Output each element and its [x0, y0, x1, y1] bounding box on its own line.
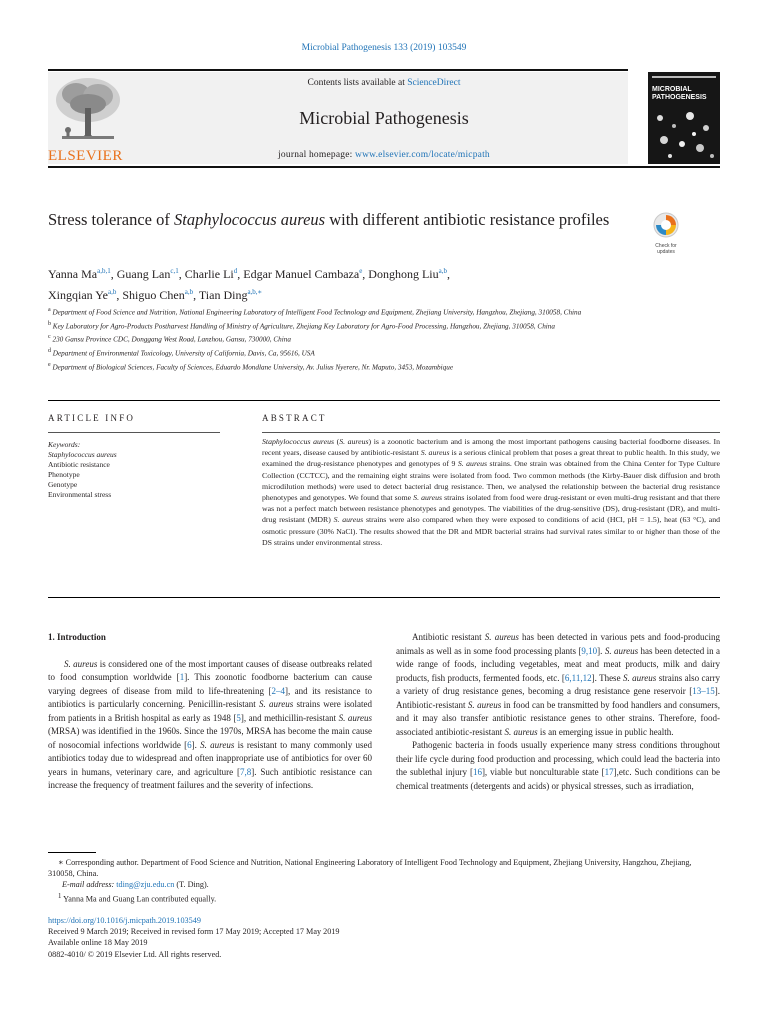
article-info-rule: [48, 432, 220, 433]
keywords-label: Keywords:: [48, 440, 81, 449]
keyword: Staphylococcus aureus: [48, 450, 117, 459]
available-online: Available online 18 May 2019: [48, 938, 148, 948]
doi-link[interactable]: https://doi.org/10.1016/j.micpath.2019.103549: [48, 916, 201, 925]
reference-link[interactable]: 1: [179, 672, 185, 682]
intro-left-column: [48, 631, 372, 793]
reference-link[interactable]: 7,8: [240, 766, 252, 777]
check-updates-icon: [653, 212, 679, 238]
author[interactable]: Yanna Ma$^{a,b,1}$,: [48, 267, 117, 281]
intro-paragraph: Pathogenic bacteria in foods usually experience many stress conditions throughout their life cycle during food production and processing, which could lead the bacteria into the sublethal injury [16], viable but nonculturable state [17],etc. Such conditions can be chemical treatments (detergents and acids) or physical stresses, such as irradiation,: [396, 740, 720, 791]
article-info-heading: ARTICLE INFO: [48, 413, 136, 423]
reference-link[interactable]: 13–15: [692, 686, 715, 696]
section-top-rule: [48, 400, 720, 401]
intro-heading: 1. Introduction: [48, 632, 106, 642]
journal-citation[interactable]: [0, 43, 768, 53]
equal-contribution-note: $^1$ Yanna Ma and Guang Lan contributed equally.: [58, 892, 217, 904]
intro-right-column: [396, 631, 720, 793]
check-for-updates-badge[interactable]: [646, 212, 686, 256]
cover-header-bar: [652, 76, 716, 78]
keyword: Phenotype: [48, 470, 80, 479]
masthead-bottom-rule: [48, 166, 720, 168]
footnote-rule: [48, 852, 96, 853]
affiliation: $^b$ Key Laboratory for Agro-Products Postharvest Handling of Ministry of Agriculture, Zhejiang Key Laboratory for Agro-Food Processing, Hangzhou, Zhejiang, 310058, China: [48, 320, 555, 331]
author[interactable]: Tian Ding$^{a,b,∗}$: [198, 288, 263, 302]
homepage-link[interactable]: www.elsevier.com/locate/micpath: [355, 150, 490, 160]
abstract-text: Staphylococcus aureus (S. aureus) is a zoonotic bacterium and is among the most important pathogens causing bacterial foodborne diseases. In recent years, disease caused by antibiotic-resistant S. aureus is a serious clinical problem that poses a great threat to public health. In this study, we examined the drug-resistance phenotypes and genotypes of 9 S. aureus strains. One strain was obtained from the China Center for Type Culture Collection (CCTCC), and the remaining eight strains were isolated from food. Two common methods (the Kirby-Bauer disk diffusion and broth microdilution methods) were used to detect bacterial drug resistance. Then, we analysed the relationship between the bacterial drug resistance phenotypes and genotypes. We found that some S. aureus strains isolated from food were drug-resistant or even multi-drug resistant and that there was not a perfect match between resistance phenotypes and genotypes. The viabilities of the drug-sensitive (DS), drug-resistant (DR), and multi-drug resistant (MDR) S. aureus strains were also compared when they were exposed to conditions of acid (HCl, pH = 1.5), heat (63 °C), and osmotic pressure (30% NaCl). The results showed that the DR and MDR bacterial strains had survival rates similar to or higher than those of the DS strains under environmental stress.: [262, 437, 721, 547]
reference-link[interactable]: 6: [187, 739, 192, 750]
affiliation: $^a$ Department of Food Science and Nutrition, National Engineering Laboratory of Intelligent Food Technology and Equipment, Zhejiang University, Hangzhou, Zhejiang, 310058, China: [48, 307, 582, 317]
keyword: Antibiotic resistance: [48, 460, 110, 469]
reference-link[interactable]: 5: [236, 712, 241, 723]
title-species: Staphylococcus aureus: [174, 210, 326, 229]
masthead-top-rule: [48, 69, 628, 71]
copyright: 0882-4010/ © 2019 Elsevier Ltd. All rights reserved.: [48, 949, 222, 959]
sciencedirect-link[interactable]: ScienceDirect: [407, 78, 461, 88]
keywords-block: [48, 440, 228, 500]
journal-homepage: journal homepage: www.elsevier.com/locate/micpath: [278, 150, 490, 160]
reference-link[interactable]: 2–4: [271, 685, 285, 696]
reference-link[interactable]: 16: [472, 767, 482, 777]
abstract-rule: [262, 432, 720, 433]
corresponding-author-note: ∗ Corresponding author. Department of Food Science and Nutrition, National Engineering Laboratory of Intelligent Food Technology and Equipment, Zhejiang University, Hangzhou, Zhejiang, 310058, China.: [48, 858, 692, 879]
author-list: [48, 262, 638, 304]
email-link[interactable]: tding@zju.edu.cn: [116, 880, 175, 890]
reference-link[interactable]: 17: [604, 767, 614, 777]
abstract-heading: ABSTRACT: [262, 413, 327, 423]
author[interactable]: Guang Lan$^{c,1}$,: [116, 267, 185, 281]
cover-title: MICROBIAL PATHOGENESIS: [652, 86, 707, 101]
intro-paragraph: S. aureus is considered one of the most important causes of disease outbreaks related to food consumption worldwide [1]. This zoonotic foodborne bacterium can cause varying degrees of disease from mild to life-threatening [2–4], and its resistance to antibiotics is particularly concerning. Penicillin-resistant S. aureus strains were isolated from patients in a British hospital as early as 1948 [5], and methicillin-resistant S. aureus (MRSA) was identified in the 1960s. Since the 1970s, MRSA has become the main cause of nosocomial infections worldwide [6]. S. aureus is resistant to many commonly used antibiotics today due to widespread and often inappropriate use of antibiotics for over 60 years in humans, veterinary care, and agriculture [7,8]. Such antibiotic resistance can increase the frequency of treatment failures and the severity of infections.: [48, 658, 373, 790]
received-dates: Received 9 March 2019; Received in revised form 17 May 2019; Accepted 17 May 2019: [48, 927, 340, 937]
cover-microbe-image: [650, 108, 718, 162]
article-title: Stress tolerance of Staphylococcus aureus with different antibiotic resistance profiles: [48, 210, 610, 229]
journal-title: Microbial Pathogenesis: [299, 108, 469, 128]
affiliation: $^c$ 230 Gansu Province CDC, Donggang West Road, Lanzhou, Gansu, 730000, China: [48, 334, 291, 344]
author[interactable]: Shiguo Chen$^{a,b}$,: [122, 288, 199, 302]
publication-info: [48, 915, 448, 960]
affiliation: $^d$ Department of Environmental Toxicology, University of California, Davis, Ca, 95616, USA: [48, 348, 315, 358]
affiliations: [48, 305, 638, 373]
abstract-bottom-rule: [48, 597, 720, 598]
journal-cover-thumbnail[interactable]: [648, 72, 720, 164]
author[interactable]: Donghong Liu$^{a,b}$,: [368, 267, 450, 281]
check-updates-label: Check for updates: [655, 243, 677, 255]
author[interactable]: Xingqian Ye$^{a,b}$,: [48, 288, 123, 302]
reference-link[interactable]: 6,11,12: [564, 672, 592, 683]
citation-link[interactable]: Microbial Pathogenesis 133 (2019) 103549: [301, 43, 467, 53]
keyword: Environmental stress: [48, 490, 112, 499]
author[interactable]: Edgar Manuel Cambaza$^e$,: [243, 267, 369, 281]
reference-link[interactable]: 9,10: [581, 645, 598, 656]
publisher-wordmark[interactable]: ELSEVIER: [48, 148, 123, 164]
author[interactable]: Charlie Li$^d$,: [184, 267, 244, 281]
keyword: Genotype: [48, 480, 78, 489]
email-note: E-mail address: tding@zju.edu.cn (T. Ding).: [62, 880, 209, 890]
footnotes: [48, 857, 720, 905]
contents-lists: Contents lists available at ScienceDirect: [307, 78, 461, 88]
affiliation: $^e$ Department of Biological Sciences, Faculty of Sciences, Eduardo Mondlane University, Av. Julius Nyerere, Nr. Maputo, 3453, Mozambique: [48, 361, 454, 372]
intro-paragraph: Antibiotic resistant S. aureus has been detected in various pets and food-producing animals as well as in some food processing plants [9,10]. S. aureus has been detected in a wide range of foods, including vegetables, meat and meat products, milk and dairy products, fish products, fermented foods, etc. [6,11,12]. These S. aureus strains also carry a variety of drug resistance genes, becoming a drug resistance gene reservoir [13–15]. Antibiotic-resistant S. aureus in food can be transmitted by food handlers and consumers, and it may also transfer antibiotic resistance genes to other strains. Therefore, food-associated antibiotic-resistant S. aureus is an emerging issue in public health.: [396, 632, 721, 737]
